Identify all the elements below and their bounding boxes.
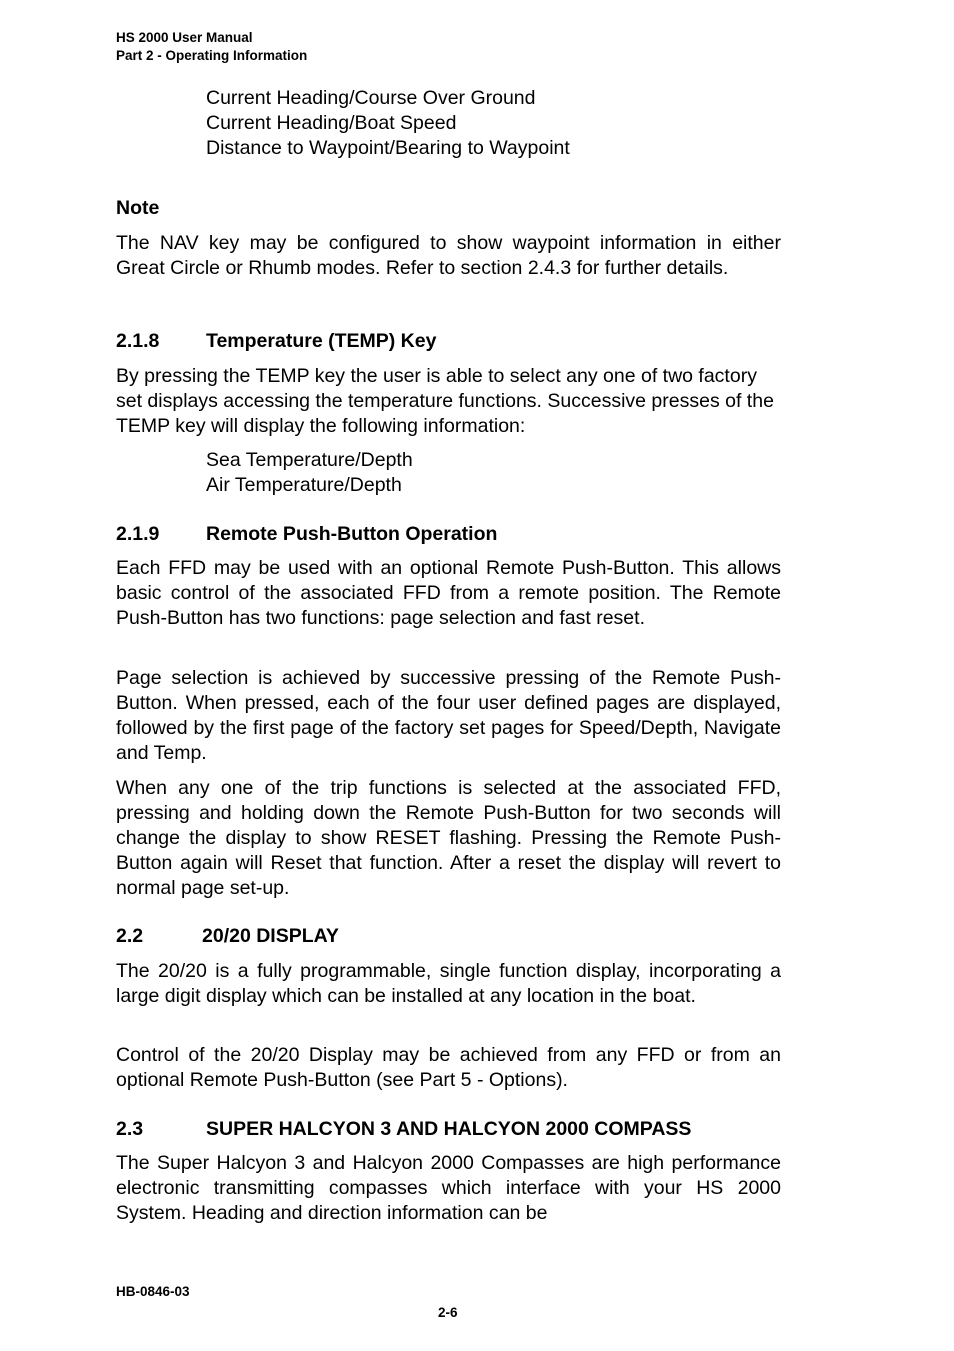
nav-list-item: Current Heading/Boat Speed <box>206 112 457 134</box>
section-2-1-8-paragraph: By pressing the TEMP key the user is able to select any one of two factory set displays accessing the temperature functions. Successive presses of the TEMP key will display the following information: <box>116 365 774 437</box>
section-2-1-9-paragraph-1: Each FFD may be used with an optional Remote Push-Button. This allows basic control of the associated FFD from a remote position. The Remote Push-Button has two functions: page selection and fast reset. <box>116 557 781 629</box>
section-title: Temperature (TEMP) Key <box>206 330 437 352</box>
nav-list-item: Current Heading/Course Over Ground <box>206 87 536 109</box>
section-2-1-8-heading <box>116 329 437 354</box>
section-number: 2.1.9 <box>116 523 160 545</box>
temp-list-item: Air Temperature/Depth <box>206 474 402 496</box>
nav-list-item: Distance to Waypoint/Bearing to Waypoint <box>206 137 570 159</box>
section-2-1-9-heading <box>116 522 498 547</box>
section-number: 2.2 <box>116 925 144 947</box>
section-2-2-paragraph-1: The 20/20 is a fully programmable, single function display, incorporating a large digit display which can be installed at any location in the boat. <box>116 960 781 1007</box>
section-2-3-paragraph: The Super Halcyon 3 and Halcyon 2000 Compasses are high performance electronic transmitting compasses which interface with your HS 2000 System. Heading and direction information can be <box>116 1152 781 1224</box>
note-heading: Note <box>116 197 160 219</box>
footer-page-number: 2-6 <box>438 1305 458 1320</box>
footer-doc-code: HB-0846-03 <box>116 1284 190 1299</box>
temp-list-item: Sea Temperature/Depth <box>206 449 413 471</box>
section-title: 20/20 DISPLAY <box>202 925 339 947</box>
section-number: 2.1.8 <box>116 330 160 352</box>
section-2-2-heading <box>116 924 339 949</box>
header-title: HS 2000 User Manual <box>116 30 253 45</box>
section-2-1-9-paragraph-3: When any one of the trip functions is selected at the associated FFD, pressing and holding down the Remote Push-Button for two seconds will change the display to show RESET flashing. Pressing the Remote Push-Button again will Reset that function. After a reset the display will revert to normal page set-up. <box>116 777 781 899</box>
note-text: The NAV key may be configured to show waypoint information in either Great Circle or Rhumb modes. Refer to section 2.4.3 for further details. <box>116 232 781 279</box>
section-title: SUPER HALCYON 3 AND HALCYON 2000 COMPASS <box>206 1118 692 1140</box>
section-2-1-9-paragraph-2: Page selection is achieved by successive pressing of the Remote Push-Button. When pressed, each of the four user defined pages are displayed, followed by the first page of the factory set pages for Speed/Depth, Navigate and Temp. <box>116 667 781 764</box>
section-title: Remote Push-Button Operation <box>206 523 498 545</box>
section-2-2-paragraph-2: Control of the 20/20 Display may be achieved from any FFD or from an optional Remote Push-Button (see Part 5 - Options). <box>116 1044 781 1091</box>
section-2-3-heading <box>116 1117 692 1142</box>
header-part: Part 2 - Operating Information <box>116 48 308 63</box>
section-number: 2.3 <box>116 1118 144 1140</box>
